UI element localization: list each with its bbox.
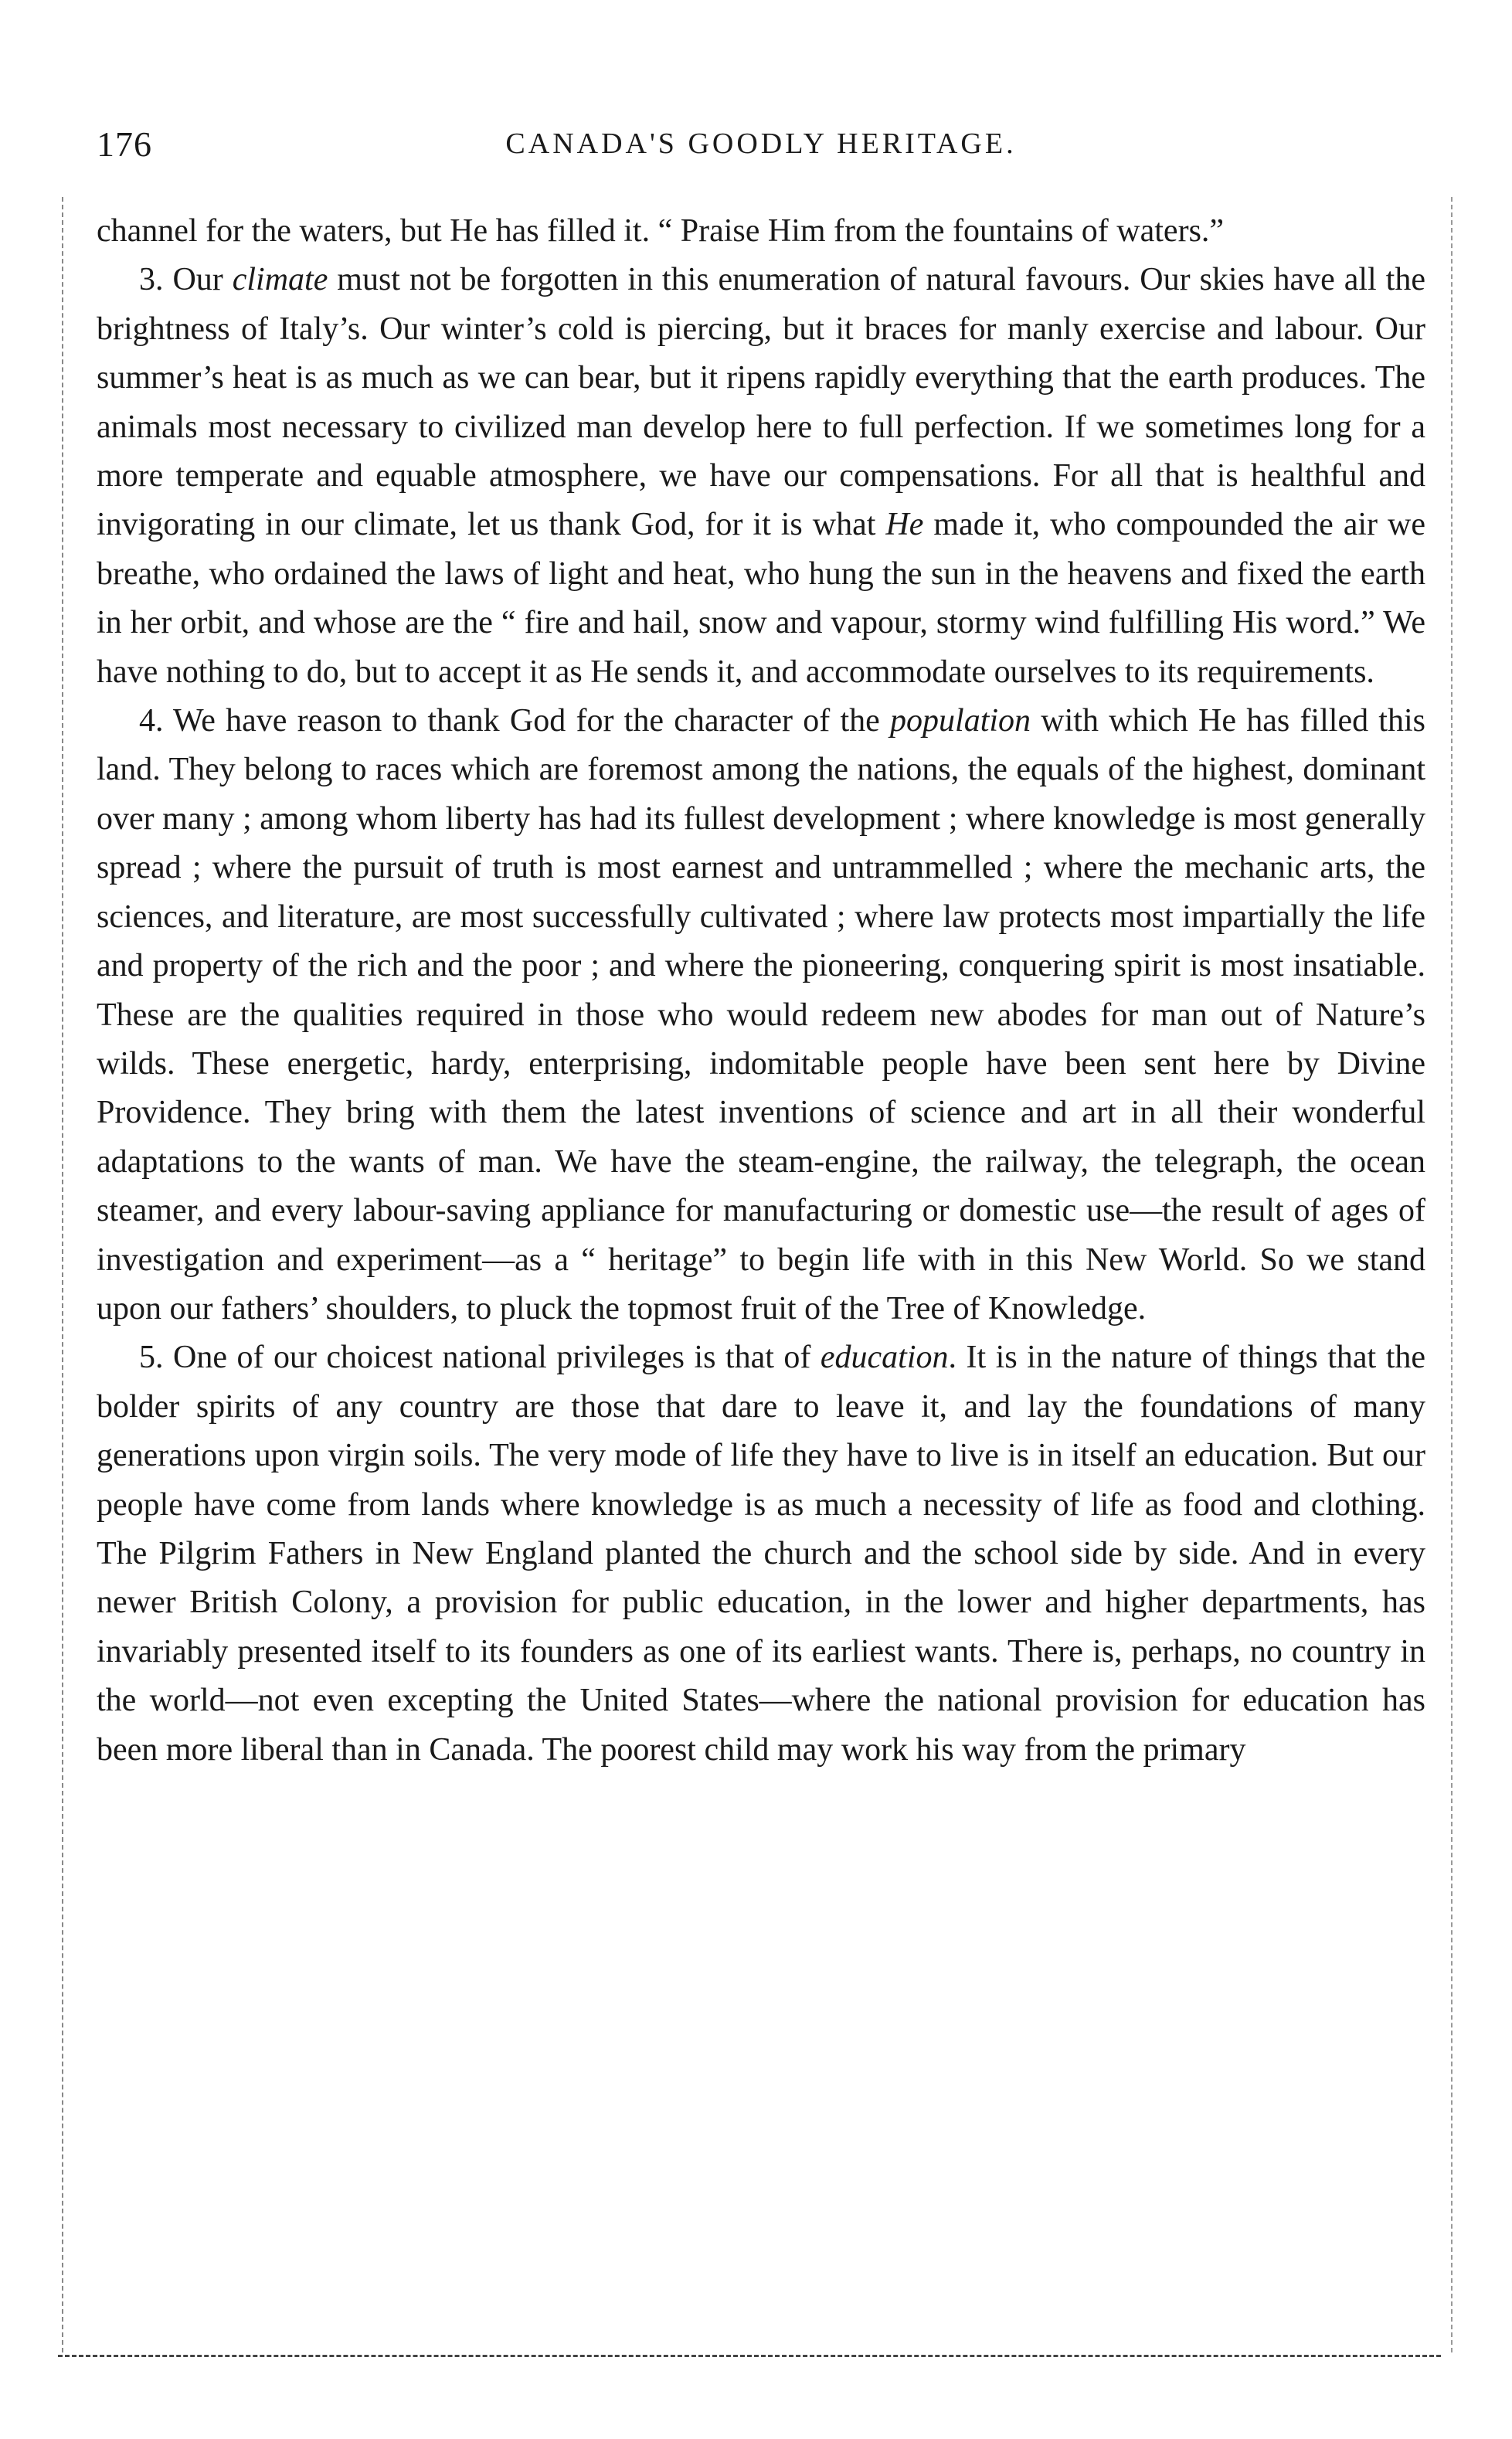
body-text bbox=[97, 207, 1425, 1775]
right-margin-rule bbox=[1451, 197, 1453, 2352]
running-head: CANADA'S GOODLY HERITAGE. bbox=[505, 127, 1017, 160]
paragraph-text: 5. One of our choicest national privileges is that of bbox=[139, 1340, 821, 1376]
paragraph-climate bbox=[97, 256, 1425, 697]
paragraph-text: . It is in the nature of things that the bolder spirits of any country are those that dare to leave it, and lay the foundations of many generations upon virgin soils. The very mode of life they have to live is in itself an education. But our people have come from lands where knowledge is as much a necessity of life as food and clothing. The Pilgrim Fathers in New England planted the church and the school side by side. And in every newer British Colony, a provision for public education, in the lower and higher departments, has invariably presented itself to its founders as one of its earliest wants. There is, perhaps, no country in the world—not even excepting the United States—where the national provision for education has been more liberal than in Canada. The poorest child may work his way from the primary bbox=[97, 1340, 1426, 1768]
paragraph-text: must not be forgotten in this enumeration of natural favours. Our skies have all the brightness of Italy’s. Our winter’s cold is piercing, but it braces for manly exercise and labour. Our summer’s heat is as much as we can bear, but it ripens rapidly everything that the earth produces. The animals most necessary to civilized man develop here to full perfection. If we sometimes long for a more temperate and equable atmosphere, we have our compensations. For all that is healthful and invigorating in our climate, let us thank God, for it is what bbox=[97, 262, 1425, 543]
paragraph-population bbox=[97, 697, 1425, 1333]
paragraph-text: 3. Our bbox=[139, 262, 233, 298]
emphasis-education: education bbox=[820, 1340, 949, 1376]
bottom-rule bbox=[58, 2355, 1441, 2357]
emphasis-population: population bbox=[890, 703, 1031, 739]
left-margin-rule bbox=[62, 197, 63, 2352]
paragraph-education bbox=[97, 1333, 1425, 1775]
paragraph-text: 4. We have reason to thank God for the character of the bbox=[139, 703, 891, 739]
emphasis-climate: climate bbox=[232, 262, 328, 298]
emphasis-he: He bbox=[885, 507, 924, 543]
page-header bbox=[97, 124, 1425, 170]
paragraph-text: made it, who compounded the air we breathe, who ordained the laws of light and heat, who hung the sun in the heavens and fixed the earth in her orbit, and whose are the “ fire and hail, snow and vapour, stormy wind fulfilling His word.” We have nothing to do, but to accept it as He sends it, and accommodate ourselves to its requirements. bbox=[97, 507, 1425, 690]
paragraph-continuation bbox=[97, 207, 1425, 256]
page-number: 176 bbox=[97, 124, 152, 164]
paragraph-text: with which He has filled this land. They belong to races which are foremost among the nations, the equals of the highest, dominant over many ; among whom liberty has had its fullest development ; where knowledge is most generally spread ; where the pursuit of truth is most earnest and untrammelled ; where the mechanic arts, the sciences, and literature, are most successfully cultivated ; where law protects most impartially the life and property of the rich and the poor ; and where the pioneering, conquering spirit is most insatiable. These are the qualities required in those who would redeem new abodes for man out of Nature’s wilds. These energetic, hardy, enterprising, indomitable people have been sent here by Divine Providence. They bring with them the latest inventions of science and art in all their wonderful adaptations to the wants of man. We have the steam-engine, the railway, the telegraph, the ocean steamer, and every labour-saving appliance for manufacturing or domestic use—the result of ages of investigation and experiment—as a “ heritage” to begin life with in this New World. So we stand upon our fathers’ shoulders, to pluck the topmost fruit of the Tree of Knowledge. bbox=[97, 703, 1425, 1327]
paragraph-text: channel for the waters, but He has filled it. “ Praise Him from the fountains of waters.” bbox=[97, 213, 1225, 249]
